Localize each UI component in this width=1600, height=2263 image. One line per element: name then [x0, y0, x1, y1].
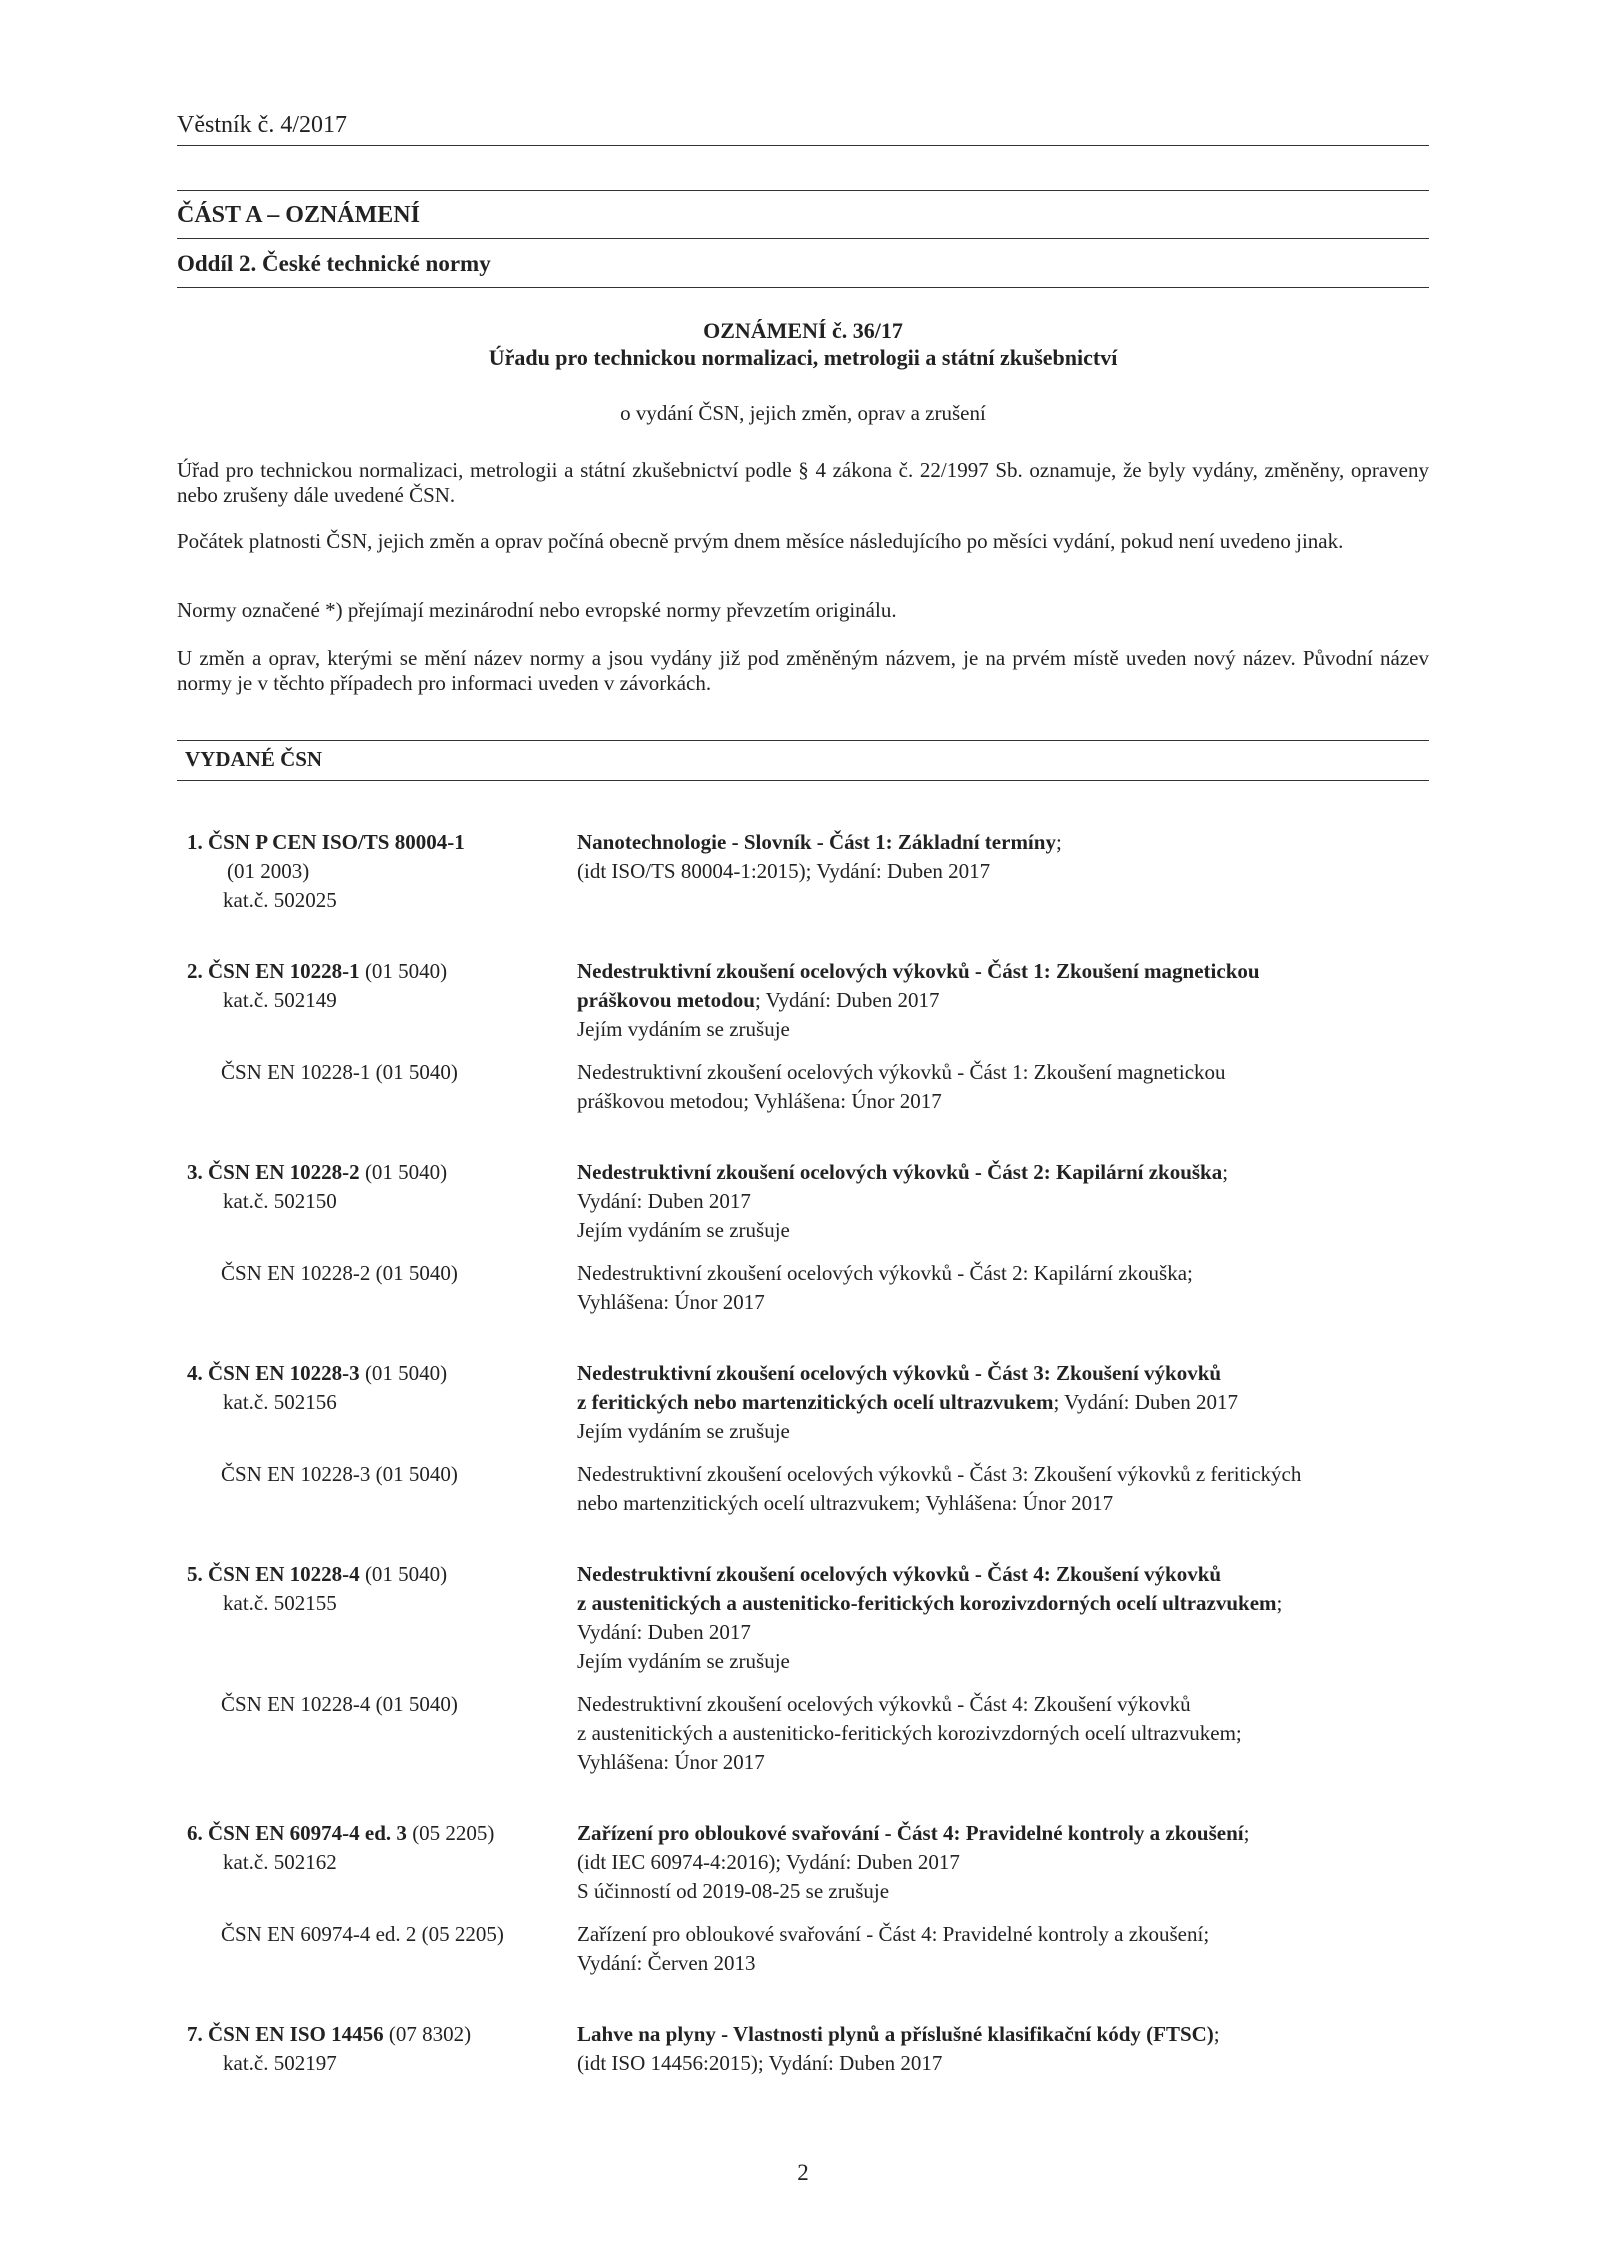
standard-code: ČSN P CEN ISO/TS 80004-1 [208, 830, 465, 854]
standard-detail: Vydání: Duben 2017 [577, 1620, 751, 1644]
catalog-number: kat.č. 502155 [223, 1591, 337, 1615]
replaced-standard-title: Vydání: Červen 2013 [577, 1951, 756, 1975]
standard-title: z austenitických a austeniticko-feritických korozivzdorných ocelí ultrazvukem [577, 1591, 1277, 1615]
standard-entry: 1. ČSN P CEN ISO/TS 80004-1 (01 2003) kat.č. 502025 Nanotechnologie - Slovník - Část 1: Základní termíny; (idt ISO/TS 80004-1:2015); Vydání: Duben 2017 [177, 828, 1429, 915]
standard-title: Nedestruktivní zkoušení ocelových výkovků - Část 4: Zkoušení výkovků [577, 1562, 1222, 1586]
classification: (01 5040) [359, 1562, 448, 1586]
subsection-rule-top [177, 740, 1429, 741]
standard-detail: Jejím vydáním se zrušuje [577, 1419, 790, 1443]
standard-entry: 5. ČSN EN 10228-4 (01 5040) kat.č. 502155 Nedestruktivní zkoušení ocelových výkovků - Část 4: Zkoušení výkovků z austenitických a austeniticko-feritických korozivzdorných ocelí ultrazvukem; Vydání: Duben 2017 Jejím vydáním se zrušuje ČSN EN 10228-4 (01 5040) Nedestruktivní zkoušení ocelových výkovků - Část 4: Zkoušení výkovků z austenitických a austeniticko-feritických korozivzdorných ocelí ultrazvukem; Vyhlášena: Únor 2017 [177, 1560, 1429, 1777]
standard-code: ČSN EN 10228-3 [208, 1361, 360, 1385]
replaced-standard-title: práškovou metodou; Vyhlášena: Únor 2017 [577, 1089, 942, 1113]
replaced-standard-title: Zařízení pro obloukové svařování - Část 4: Pravidelné kontroly a zkoušení; [577, 1922, 1210, 1946]
standard-title: práškovou metodou [577, 988, 755, 1012]
standard-detail: Jejím vydáním se zrušuje [577, 1649, 790, 1673]
standard-title: Nanotechnologie - Slovník - Část 1: Základní termíny [577, 830, 1056, 854]
standard-entry: 2. ČSN EN 10228-1 (01 5040) kat.č. 502149 Nedestruktivní zkoušení ocelových výkovků - Část 1: Zkoušení magnetickou práškovou metodou; Vydání: Duben 2017 Jejím vydáním se zrušuje ČSN EN 10228-1 (01 5040) Nedestruktivní zkoušení ocelových výkovků - Část 1: Zkoušení magnetickou práškovou metodou; Vyhlášena: Únor 2017 [177, 957, 1429, 1116]
replaced-standard-code: ČSN EN 10228-3 (01 5040) [221, 1462, 458, 1486]
standards-list [177, 828, 1429, 2120]
replaced-standard-code: ČSN EN 10228-1 (01 5040) [221, 1060, 458, 1084]
replaced-standard-title: Vyhlášena: Únor 2017 [577, 1750, 765, 1774]
standard-detail: Jejím vydáním se zrušuje [577, 1218, 790, 1242]
classification: (01 5040) [359, 959, 448, 983]
classification: (07 8302) [383, 2022, 472, 2046]
replaced-standard-title: Nedestruktivní zkoušení ocelových výkovků - Část 2: Kapilární zkouška; [577, 1261, 1193, 1285]
standard-detail: (idt IEC 60974-4:2016); Vydání: Duben 2017 [577, 1850, 960, 1874]
entry-number: 3. [187, 1160, 203, 1184]
catalog-number: kat.č. 502197 [223, 2051, 337, 2075]
announcement-number: OZNÁMENÍ č. 36/17 [703, 318, 903, 343]
replaced-standard-code: ČSN EN 10228-4 (01 5040) [221, 1692, 458, 1716]
standard-detail: Jejím vydáním se zrušuje [577, 1017, 790, 1041]
entry-number: 7. [187, 2022, 203, 2046]
replaced-standard-title: nebo martenzitických ocelí ultrazvukem; Vyhlášena: Únor 2017 [577, 1491, 1114, 1515]
classification: (05 2205) [406, 1821, 495, 1845]
part-rule-bottom [177, 238, 1429, 239]
standard-title: Nedestruktivní zkoušení ocelových výkovků - Část 2: Kapilární zkouška [577, 1160, 1223, 1184]
section-title: Oddíl 2. České technické normy [177, 251, 491, 276]
classification: (01 5040) [359, 1361, 448, 1385]
replaced-standard-title: z austenitických a austeniticko-feritických korozivzdorných ocelí ultrazvukem; [577, 1721, 1242, 1745]
standard-title: Lahve na plyny - Vlastnosti plynů a příslušné klasifikační kódy (FTSC) [577, 2022, 1214, 2046]
page-number: 2 [797, 2160, 809, 2185]
standard-entry: 3. ČSN EN 10228-2 (01 5040) kat.č. 502150 Nedestruktivní zkoušení ocelových výkovků - Část 2: Kapilární zkouška; Vydání: Duben 2017 Jejím vydáním se zrušuje ČSN EN 10228-2 (01 5040) Nedestruktivní zkoušení ocelových výkovků - Část 2: Kapilární zkouška; Vyhlášena: Únor 2017 [177, 1158, 1429, 1317]
standard-detail: (idt ISO/TS 80004-1:2015); Vydání: Duben 2017 [577, 859, 991, 883]
catalog-number: kat.č. 502149 [223, 988, 337, 1012]
standard-entry: 7. ČSN EN ISO 14456 (07 8302) kat.č. 502197 Lahve na plyny - Vlastnosti plynů a příslušné klasifikační kódy (FTSC); (idt ISO 14456:2015); Vydání: Duben 2017 [177, 2020, 1429, 2078]
document-page [177, 0, 1429, 2263]
adoption-paragraph: Normy označené *) přejímají mezinárodní nebo evropské normy převzetím originálu. [177, 598, 897, 622]
subsection-title: VYDANÉ ČSN [185, 747, 323, 771]
header-rule [177, 145, 1429, 146]
standard-title: z feritických nebo martenzitických ocelí ultrazvukem [577, 1390, 1054, 1414]
announcement-subject: o vydání ČSN, jejich změn, oprav a zrušení [620, 401, 986, 425]
replaced-standard-code: ČSN EN 60974-4 ed. 2 (05 2205) [221, 1922, 504, 1946]
standard-detail: (idt ISO 14456:2015); Vydání: Duben 2017 [577, 2051, 943, 2075]
standard-code: ČSN EN 10228-2 [208, 1160, 360, 1184]
replaced-standard-title: Vyhlášena: Únor 2017 [577, 1290, 765, 1314]
standard-detail: S účinností od 2019-08-25 se zrušuje [577, 1879, 890, 1903]
announcement-office: Úřadu pro technickou normalizaci, metrologii a státní zkušebnictví [488, 345, 1118, 370]
intro-paragraph: Úřad pro technickou normalizaci, metrologii a státní zkušebnictví podle § 4 zákona č. 22/1997 Sb. oznamuje, že byly vydány, změněny, opraveny nebo zrušeny dále uvedené ČSN. [177, 458, 1429, 507]
replaced-standard-title: Nedestruktivní zkoušení ocelových výkovků - Část 4: Zkoušení výkovků [577, 1692, 1191, 1716]
classification: (01 5040) [359, 1160, 448, 1184]
section-rule [177, 287, 1429, 288]
standard-title: Nedestruktivní zkoušení ocelových výkovků - Část 3: Zkoušení výkovků [577, 1361, 1222, 1385]
entry-number: 1. [187, 830, 203, 854]
catalog-number: kat.č. 502025 [223, 888, 337, 912]
standard-entry: 4. ČSN EN 10228-3 (01 5040) kat.č. 502156 Nedestruktivní zkoušení ocelových výkovků - Část 3: Zkoušení výkovků z feritických nebo martenzitických ocelí ultrazvukem; Vydání: Duben 2017 Jejím vydáním se zrušuje ČSN EN 10228-3 (01 5040) Nedestruktivní zkoušení ocelových výkovků - Část 3: Zkoušení výkovků z feritických nebo martenzitických ocelí ultrazvukem; Vyhlášena: Únor 2017 [177, 1359, 1429, 1518]
entry-number: 4. [187, 1361, 203, 1385]
standard-title: Zařízení pro obloukové svařování - Část 4: Pravidelné kontroly a zkoušení [577, 1821, 1244, 1845]
replaced-standard-title: Nedestruktivní zkoušení ocelových výkovků - Část 1: Zkoušení magnetickou [577, 1060, 1226, 1084]
entry-number: 5. [187, 1562, 203, 1586]
standard-code: ČSN EN ISO 14456 [208, 2022, 384, 2046]
entry-number: 2. [187, 959, 203, 983]
standard-detail: Vydání: Duben 2017 [577, 1189, 751, 1213]
catalog-number: kat.č. 502150 [223, 1189, 337, 1213]
validity-paragraph: Počátek platnosti ČSN, jejich změn a oprav počíná obecně prvým dnem měsíce následujícího po měsíci vydání, pokud není uvedeno jinak. [177, 529, 1344, 553]
catalog-number: kat.č. 502162 [223, 1850, 337, 1874]
replaced-standard-code: ČSN EN 10228-2 (01 5040) [221, 1261, 458, 1285]
standard-code: ČSN EN 60974-4 ed. 3 [208, 1821, 407, 1845]
standard-code: ČSN EN 10228-4 [208, 1562, 360, 1586]
subsection-rule-bottom [177, 780, 1429, 781]
journal-header: Věstník č. 4/2017 [177, 112, 347, 138]
standard-title: Nedestruktivní zkoušení ocelových výkovků - Část 1: Zkoušení magnetickou [577, 959, 1260, 983]
standard-code: ČSN EN 10228-1 [208, 959, 360, 983]
replaced-standard-title: Nedestruktivní zkoušení ocelových výkovků - Část 3: Zkoušení výkovků z feritických [577, 1462, 1302, 1486]
standard-entry: 6. ČSN EN 60974-4 ed. 3 (05 2205) kat.č. 502162 Zařízení pro obloukové svařování - Část 4: Pravidelné kontroly a zkoušení; (idt IEC 60974-4:2016); Vydání: Duben 2017 S účinností od 2019-08-25 se zrušuje ČSN EN 60974-4 ed. 2 (05 2205) Zařízení pro obloukové svařování - Část 4: Pravidelné kontroly a zkoušení; Vydání: Červen 2013 [177, 1819, 1429, 1978]
classification: (01 2003) [227, 859, 310, 883]
catalog-number: kat.č. 502156 [223, 1390, 337, 1414]
part-rule-top [177, 190, 1429, 191]
entry-number: 6. [187, 1821, 203, 1845]
part-title: ČÁST A – OZNÁMENÍ [177, 202, 420, 228]
changes-paragraph: U změn a oprav, kterými se mění název normy a jsou vydány již pod změněným názvem, je na prvém místě uveden nový název. Původní název normy je v těchto případech pro informaci uveden v závorkách. [177, 646, 1429, 695]
